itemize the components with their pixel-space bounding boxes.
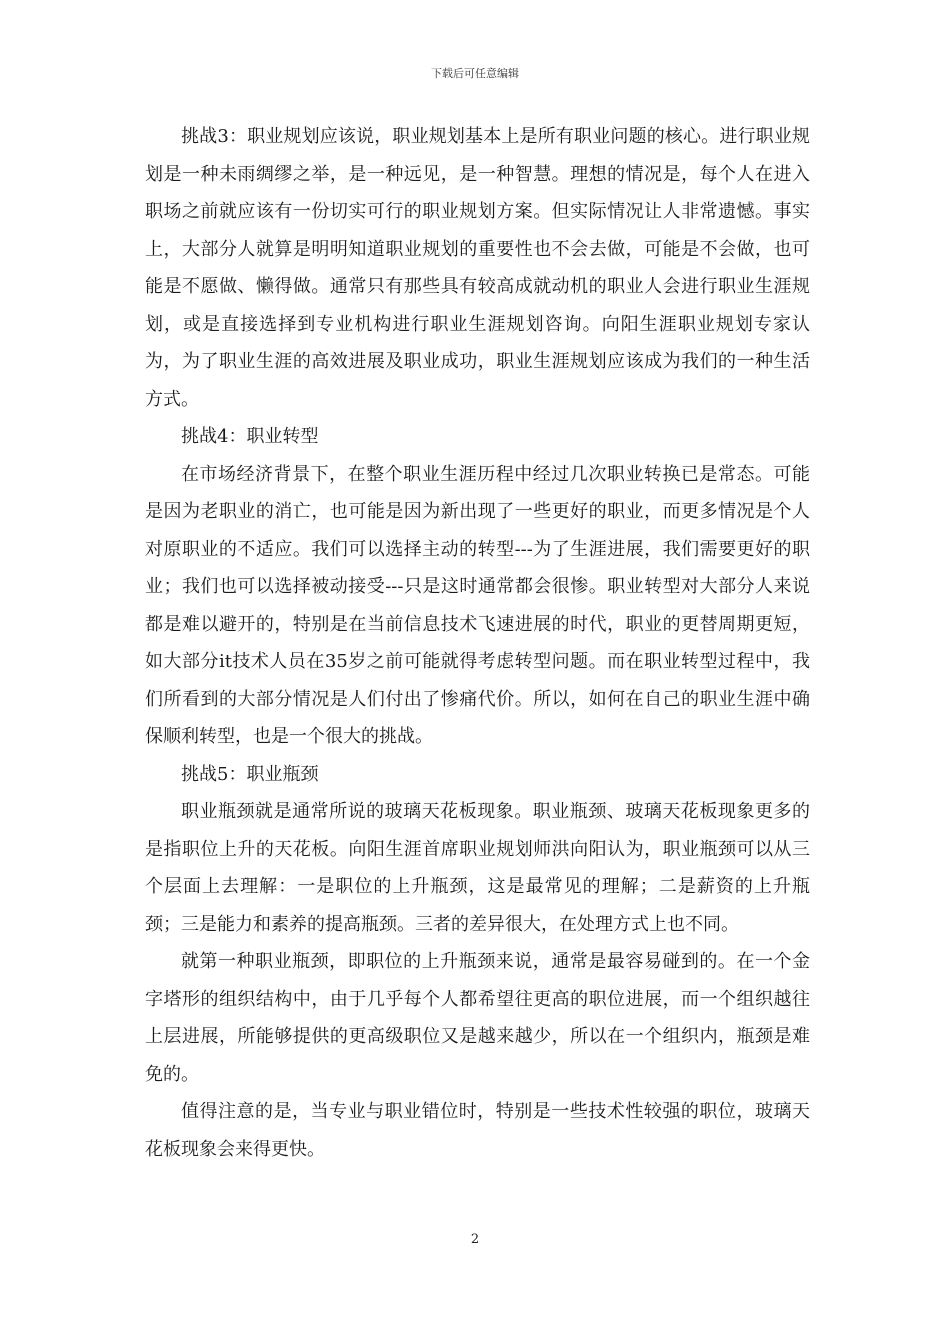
- heading-challenge-4: 挑战4：职业转型: [181, 426, 319, 447]
- paragraph-career-bottleneck: 职业瓶颈就是通常所说的玻璃天花板现象。职业瓶颈、玻璃天花板现象更多的是指职位上升的天花板。向阳生涯首席职业规划师洪向阳认为，职业瓶颈可以从三个层面上去理解：一是职位的上升瓶颈，这是最常见的理解；二是薪资的上升瓶颈；三是能力和素养的提高瓶颈。三者的差异很大，在处理方式上也不同。: [145, 801, 810, 935]
- page-number: 2: [470, 1232, 480, 1247]
- document-body: [145, 118, 810, 1168]
- paragraph-career-transition: 在市场经济背景下，在整个职业生涯历程中经过几次职业转换已是常态。可能是因为老职业的消亡，也可能是因为新出现了一些更好的职业，而更多情况是个人对原职业的不适应。我们可以选择主动的转型---为了生涯进展，我们需要更好的职业；我们也可以选择被动接受---只是这时通常都会很惨。职业转型对大部分人来说都是难以避开的，特别是在当前信息技术飞速进展的时代，职业的更替周期更短，如大部分it技术人员在35岁之前可能就得考虑转型问题。而在职业转型过程中，我们所看到的大部分情况是人们付出了惨痛代价。所以，如何在自己的职业生涯中确保顺利转型，也是一个很大的挑战。: [145, 463, 810, 747]
- heading-challenge-5: 挑战5：职业瓶颈: [181, 763, 319, 785]
- paragraph-challenge-3: 挑战3：职业规划应该说，职业规划基本上是所有职业问题的核心。进行职业规划是一种未雨绸缪之举，是一种远见，是一种智慧。理想的情况是，每个人在进入职场之前就应该有一份切实可行的职业规划方案。但实际情况让人非常遗憾。事实上，大部分人就算是明明知道职业规划的重要性也不会去做，可能是不会做，也可能是不愿做、懒得做。通常只有那些具有较高成就动机的职业人会进行职业生涯规划，或是直接选择到专业机构进行职业生涯规划咨询。向阳生涯职业规划专家认为，为了职业生涯的高效进展及职业成功，职业生涯规划应该成为我们的一种生活方式。: [145, 126, 810, 410]
- paragraph-glass-ceiling-note: 值得注意的是，当专业与职业错位时，特别是一些技术性较强的职位，玻璃天花板现象会来得更快。: [145, 1101, 810, 1160]
- paragraph-position-bottleneck: 就第一种职业瓶颈，即职位的上升瓶颈来说，通常是最容易碰到的。在一个金字塔形的组织结构中，由于几乎每个人都希望往更高的职位进展，而一个组织越往上层进展，所能够提供的更高级职位又是越来越少，所以在一个组织内，瓶颈是难免的。: [145, 951, 810, 1085]
- page-header: 下载后可任意编辑: [431, 67, 519, 80]
